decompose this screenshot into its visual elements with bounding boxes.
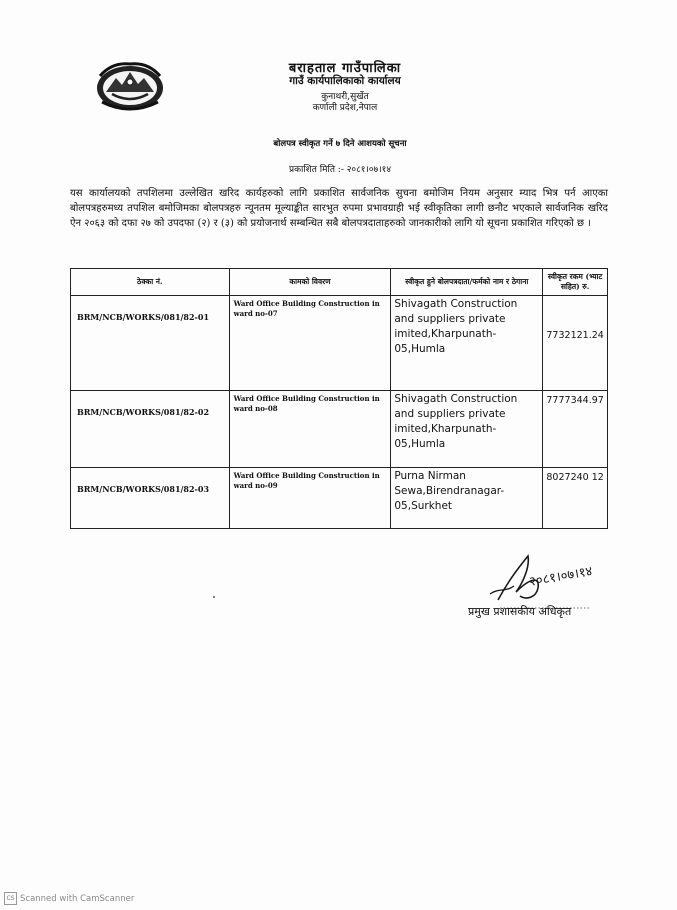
notice-subject: बोलपत्र स्वीकृत गर्ने ७ दिने आशयको सूचना <box>273 139 407 149</box>
description-cell: Ward Office Building Construction in ward no-09 <box>229 468 391 529</box>
header-amount: स्वीकृत रकम (भ्याट सहित) रु. <box>543 269 608 296</box>
org-name: बराहताल गाउँपालिका <box>288 61 402 76</box>
table-row <box>71 391 608 468</box>
amount-cell: 8027240 12 <box>543 468 608 529</box>
emblem-logo <box>92 58 168 114</box>
amount-cell: 7777344.97 <box>543 391 608 468</box>
address-line-1: कुनाथरी,सुर्खेत <box>321 92 369 102</box>
scanner-watermark <box>4 892 134 905</box>
table-row <box>71 296 608 391</box>
contract-no-cell: BRM/NCB/WORKS/081/82-01 <box>71 296 230 391</box>
handwritten-date: २०८१।०७।१४ <box>528 564 594 590</box>
bidder-cell: Shivagath Construction and suppliers private imited,Kharpunath-05,Humla <box>391 296 543 391</box>
published-date: प्रकाशित मिति :- २०८१।०७।१४ <box>288 165 392 175</box>
office-name: गाउँ कार्यपालिकाको कार्यालय <box>289 75 401 87</box>
description-cell: Ward Office Building Construction in ward no-07 <box>229 296 391 391</box>
signer-title: प्रमुख प्रशासकीय अधिकृत <box>468 605 572 618</box>
header-description: कामको विवरण <box>229 269 391 296</box>
signature-image <box>470 548 610 612</box>
bidder-cell: Purna Nirman Sewa,Birendranagar-05,Surkhet <box>391 468 543 529</box>
contract-no-cell: BRM/NCB/WORKS/081/82-02 <box>71 391 230 468</box>
table-header-row <box>71 269 608 296</box>
header-contract-no: ठेक्का नं. <box>71 269 230 296</box>
amount-cell: 7732121.24 <box>543 296 608 391</box>
header-bidder: स्वीकृत हुने बोलपत्रदाता/फर्मको नाम र ठेगाना <box>391 269 543 296</box>
bid-table <box>70 268 608 529</box>
bidder-cell: Shivagath Construction and suppliers private imited,Kharpunath-05,Humla <box>391 391 543 468</box>
scan-speck <box>213 596 215 598</box>
notice-body: यस कार्यालयको तपशिलमा उल्लेखित खरिद कार्यहरुको लागि प्रकाशित सार्वजनिक सुचना बमोजिम नियम अनुसार म्याद भित्र पर्न आएका बोलपत्रहरुमध्य तपशिल बमोजिमका बोलपत्रहरु न्यूनतम मूल्याङ्कीत सारभुत रुपमा प्रभावग्राही भई स्वीकृतिका लागी छनौट भएकाले सार्वजनिक खरिद ऐन २०६३ को दफा २७ को उपदफा (२) र (३) को प्रयोजनार्थ सम्बन्धित सबै बोलपत्रदाताहरुको जानकारीको लागि यो सूचना प्रकाशित गरिएको छ । <box>70 188 608 229</box>
table-row <box>71 468 608 529</box>
address-line-2: कर्णाली प्रदेश,नेपाल <box>312 103 378 113</box>
description-cell: Ward Office Building Construction in ward no-08 <box>229 391 391 468</box>
scanner-text: Scanned with CamScanner <box>20 893 135 904</box>
contract-no-cell: BRM/NCB/WORKS/081/82-03 <box>71 468 230 529</box>
camscanner-icon: CS <box>4 892 17 905</box>
